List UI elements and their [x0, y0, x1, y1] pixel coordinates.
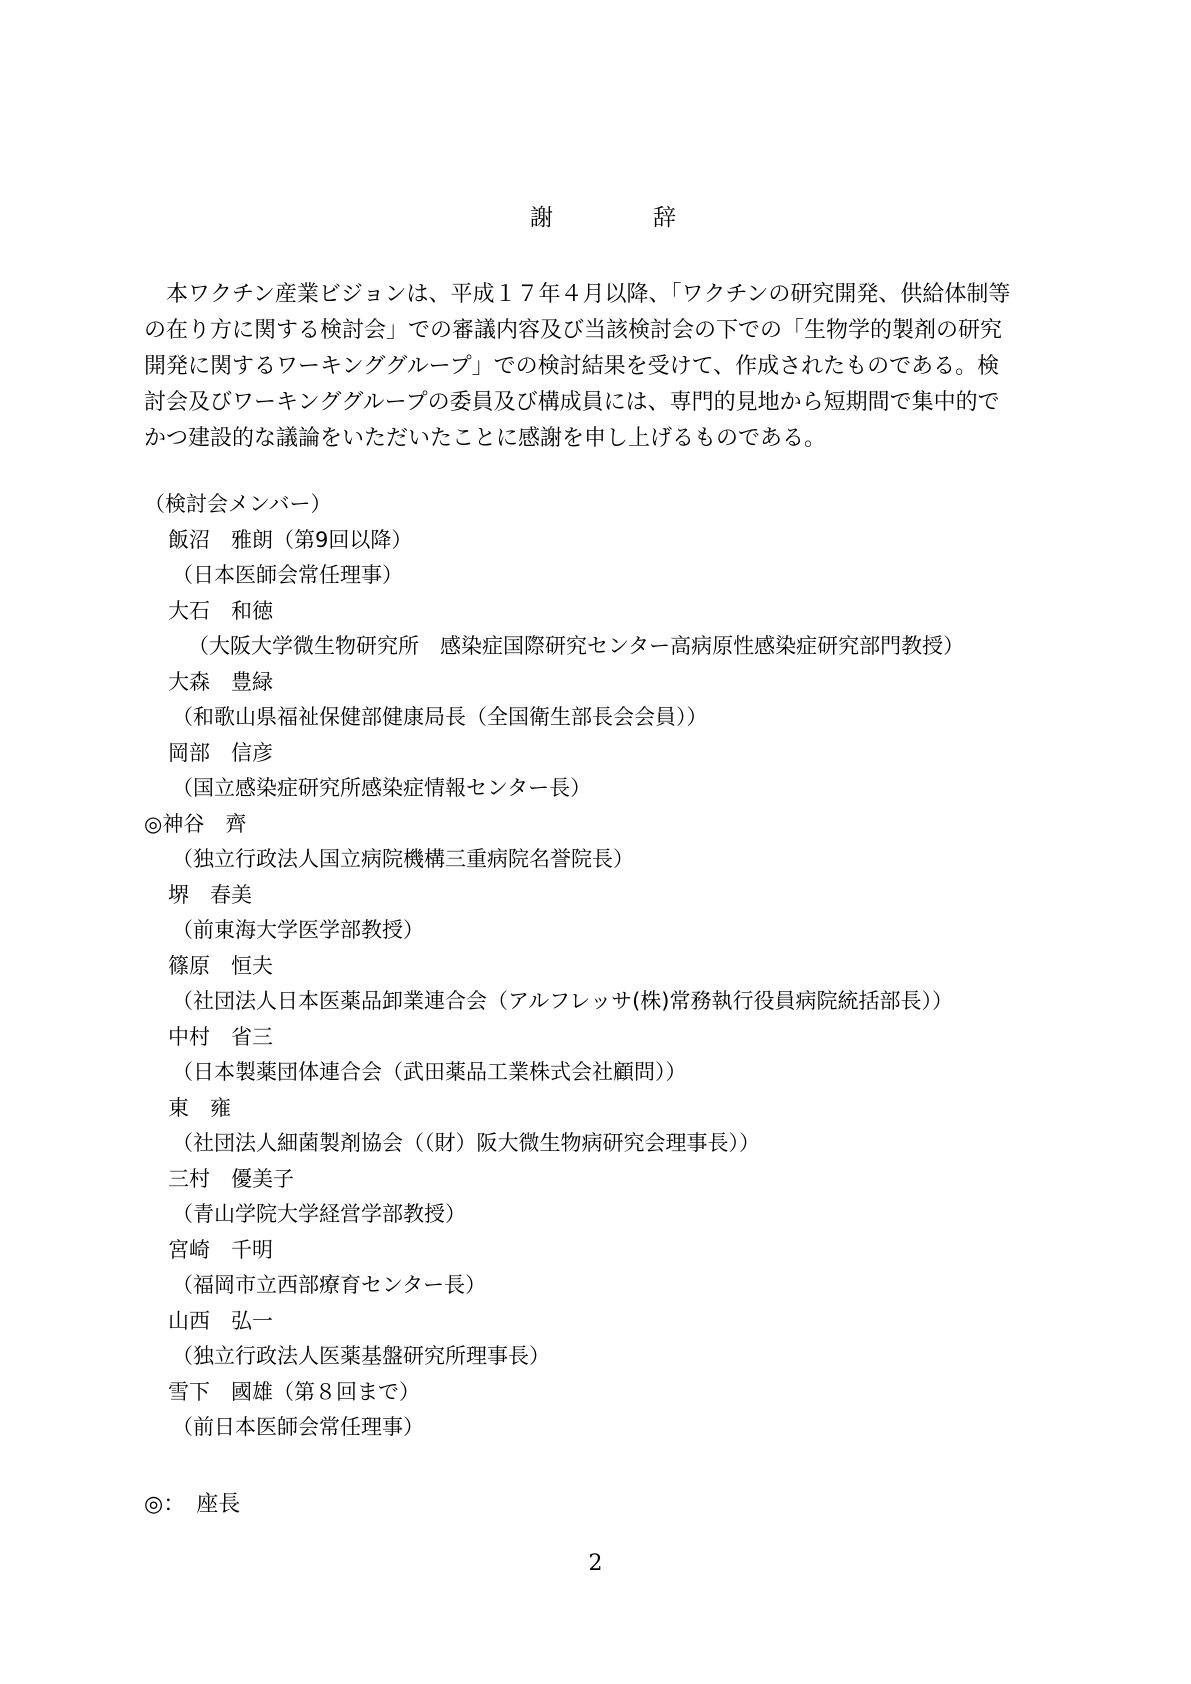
member-affiliation: （独立行政法人医薬基盤研究所理事長）: [172, 1344, 550, 1368]
title-char-left: 謝: [530, 205, 553, 231]
member-affiliation: （前東海大学医学部教授）: [172, 918, 424, 942]
member-name: 雪下 國雄（第８回まで）: [168, 1379, 420, 1404]
member-name: 中村 省三: [168, 1024, 273, 1049]
member-name: 大森 豊緑: [168, 669, 273, 694]
member-list: [144, 487, 1084, 1446]
member-affiliation: （青山学院大学経営学部教授）: [172, 1202, 466, 1226]
member-affiliation: （日本製薬団体連合会（武田薬品工業株式会社顧問））: [172, 1060, 687, 1084]
member-affiliation: （大阪大学微生物研究所 感染症国際研究センター高病原性感染症研究部門教授）: [188, 634, 965, 658]
chair-legend-note: ◎： 座長: [144, 1492, 241, 1517]
acknowledgement-paragraph: [144, 277, 1084, 457]
member-name: 宮崎 千明: [168, 1237, 273, 1262]
paragraph-line: かつ建設的な議論をいただいたことに感謝を申し上げるものである。: [144, 426, 827, 451]
member-affiliation: （和歌山県福祉保健部健康局長（全国衛生部長会会員））: [172, 705, 708, 729]
paragraph-line: 開発に関するワーキンググループ」での検討結果を受けて、作成されたものである。検: [144, 354, 1000, 379]
title-char-right: 辞: [653, 205, 676, 231]
member-section-label: （検討会メンバー）: [144, 492, 332, 516]
member-name: 堺 春美: [168, 882, 252, 907]
member-name: 三村 優美子: [168, 1166, 294, 1191]
member-name: 篠原 恒夫: [168, 953, 273, 978]
page-number: 2: [588, 1551, 603, 1576]
member-affiliation: （社団法人日本医薬品卸業連合会（アルフレッサ(株)常務執行役員病院統括部長））: [172, 989, 953, 1013]
member-name: 飯沼 雅朗（第9回以降）: [168, 527, 413, 552]
member-name: 大石 和徳: [168, 598, 273, 623]
paragraph-line: 本ワクチン産業ビジョンは、平成１７年４月以降、「ワクチンの研究開発、供給体制等: [144, 282, 1011, 307]
member-affiliation: （独立行政法人国立病院機構三重病院名誉院長）: [172, 847, 634, 871]
member-name: 岡部 信彦: [168, 740, 273, 765]
paragraph-line: 討会及びワーキンググループの委員及び構成員には、専門的見地から短期間で集中的で: [144, 390, 1000, 415]
member-name: 東 雍: [168, 1095, 231, 1120]
paragraph-line: の在り方に関する検討会」での審議内容及び当該検討会の下での「生物学的製剤の研究: [144, 318, 1003, 343]
chair-member-name: ◎神谷 齊: [144, 811, 247, 836]
member-affiliation: （前日本医師会常任理事）: [172, 1415, 424, 1439]
member-affiliation: （福岡市立西部療育センター長）: [172, 1273, 487, 1297]
page-title: [530, 203, 676, 233]
member-affiliation: （日本医師会常任理事）: [172, 563, 403, 587]
member-name: 山西 弘一: [168, 1308, 273, 1333]
member-affiliation: （社団法人細菌製剤協会（（財）阪大微生物病研究会理事長））: [172, 1131, 760, 1155]
member-affiliation: （国立感染症研究所感染症情報センター長）: [172, 776, 592, 800]
